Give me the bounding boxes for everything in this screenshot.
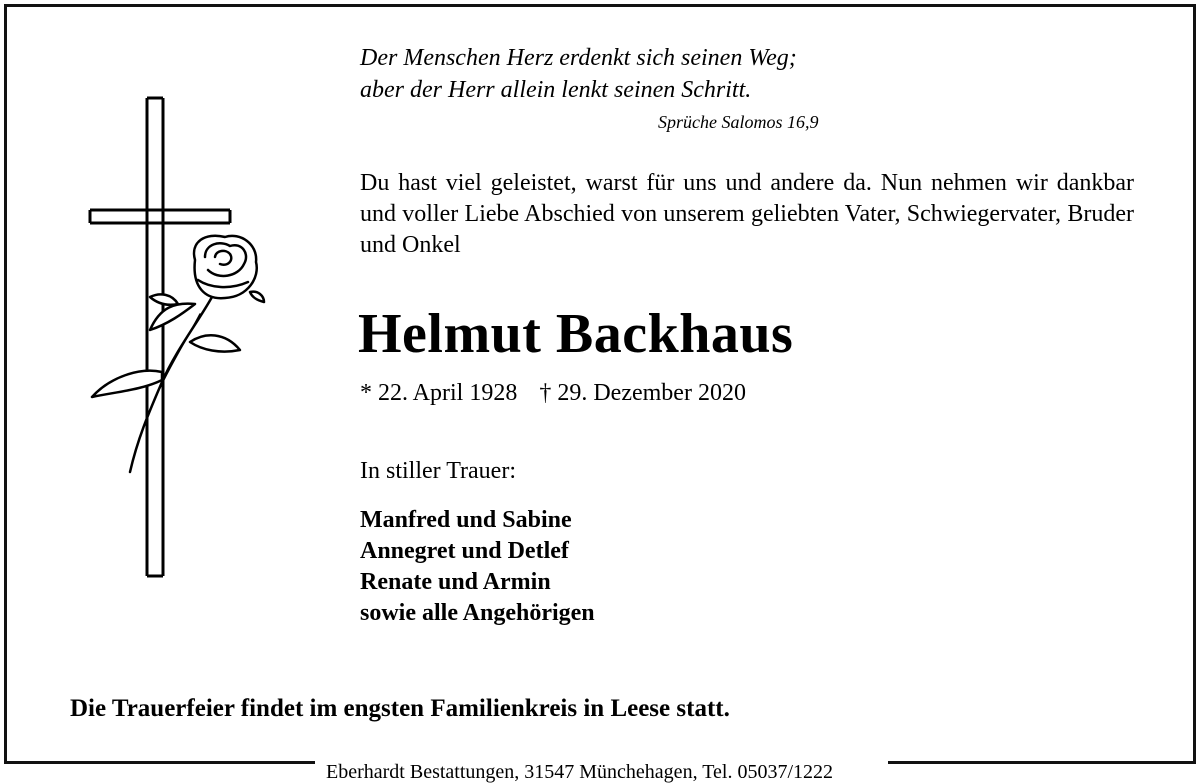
bible-verse — [360, 42, 797, 106]
mourning-intro: In stiller Trauer: — [360, 458, 516, 484]
funeral-home-footer: Eberhardt Bestattungen, 31547 Münchehagen, Tel. 05037/1222 — [326, 761, 834, 783]
funeral-notice: Die Trauerfeier findet im engsten Familienkreis in Leese statt. — [70, 695, 730, 722]
deceased-name: Helmut Backhaus — [358, 303, 794, 365]
verse-line-2: aber der Herr allein lenkt seinen Schritt. — [360, 77, 752, 103]
mourner-item: Annegret und Detlef — [360, 538, 569, 564]
verse-line-1: Der Menschen Herz erdenkt sich seinen Weg; — [360, 45, 797, 71]
verse-reference: Sprüche Salomos 16,9 — [658, 112, 819, 132]
birth-date: * 22. April 1928 — [360, 380, 518, 406]
mourner-item: Renate und Armin — [360, 569, 551, 595]
border-top — [4, 4, 1196, 7]
cross-rose-emblem — [80, 92, 280, 582]
border-left — [4, 4, 7, 763]
border-bottom-left — [4, 761, 315, 764]
border-right — [1193, 4, 1196, 763]
mourner-item: Manfred und Sabine — [360, 507, 572, 533]
intro-text: Du hast viel geleistet, warst für uns und andere da. Nun nehmen wir dankbar und voller Liebe Abschied von unserem geliebten Vater, Schwiegervater, Bruder und Onkel — [360, 170, 1134, 258]
life-dates — [360, 380, 746, 407]
death-date: † 29. Dezember 2020 — [539, 380, 746, 406]
rose-icon — [92, 236, 264, 472]
mourners-list — [360, 505, 595, 629]
border-bottom-right — [888, 761, 1196, 764]
mourner-item: sowie alle Angehörigen — [360, 600, 595, 626]
